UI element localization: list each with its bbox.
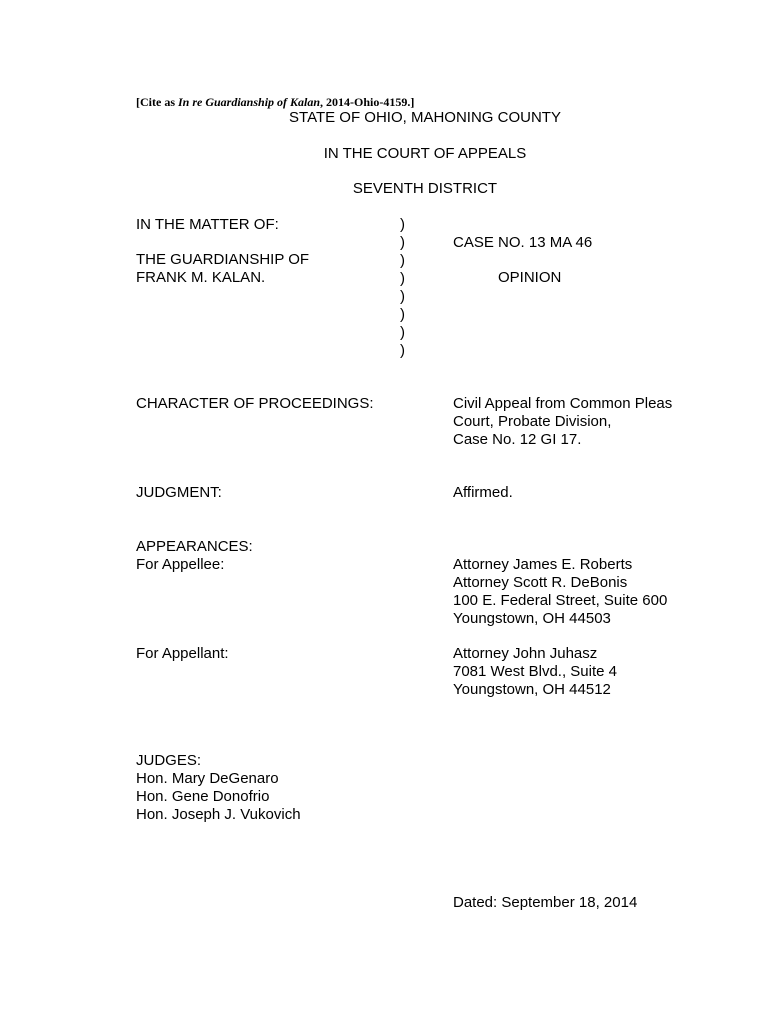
appellee-counsel-line: 100 E. Federal Street, Suite 600	[453, 592, 668, 609]
appellant-counsel-line: 7081 West Blvd., Suite 4	[453, 663, 617, 680]
proceedings-value	[453, 395, 672, 449]
paren: )	[400, 234, 405, 251]
document-type: OPINION	[498, 269, 562, 286]
citation-prefix: [Cite as	[136, 95, 178, 109]
dated-line: Dated: September 18, 2014	[453, 894, 638, 911]
party-line-1: THE GUARDIANSHIP OF	[136, 251, 310, 268]
judges-block	[136, 752, 301, 824]
proceedings-label: CHARACTER OF PROCEEDINGS:	[136, 395, 374, 412]
appellant-counsel	[453, 645, 617, 699]
paren: )	[400, 216, 405, 233]
paren: )	[400, 342, 405, 359]
court-heading: IN THE COURT OF APPEALS	[323, 145, 527, 162]
appellee-counsel-line: Attorney Scott R. DeBonis	[453, 574, 628, 591]
proceedings-line: Court, Probate Division,	[453, 413, 612, 430]
district-heading: SEVENTH DISTRICT	[352, 180, 498, 197]
paren: )	[400, 252, 405, 269]
matter-label: IN THE MATTER OF:	[136, 216, 279, 233]
proceedings-line: Case No. 12 GI 17.	[453, 431, 582, 448]
appearances-label: APPEARANCES:	[136, 538, 253, 555]
appellant-label: For Appellant:	[136, 645, 229, 662]
paren: )	[400, 288, 405, 305]
judge-name: Hon. Gene Donofrio	[136, 788, 270, 805]
party-line-2: FRANK M. KALAN.	[136, 269, 266, 286]
case-number: CASE NO. 13 MA 46	[453, 234, 593, 251]
paren: )	[400, 324, 405, 341]
caption-parens	[400, 216, 405, 360]
appellee-counsel-line: Attorney James E. Roberts	[453, 556, 633, 573]
appellee-label: For Appellee:	[136, 556, 225, 573]
judge-name: Hon. Mary DeGenaro	[136, 770, 279, 787]
state-county-heading: STATE OF OHIO, MAHONING COUNTY	[289, 109, 561, 126]
paren: )	[400, 306, 405, 323]
judge-name: Hon. Joseph J. Vukovich	[136, 806, 301, 823]
appellee-counsel	[453, 556, 667, 628]
appellant-counsel-line: Attorney John Juhasz	[453, 645, 598, 662]
citation-suffix: , 2014-Ohio-4159.]	[320, 95, 415, 109]
appellee-counsel-line: Youngstown, OH 44503	[453, 610, 611, 627]
judgment-label: JUDGMENT:	[136, 484, 222, 501]
judgment-value: Affirmed.	[453, 484, 513, 501]
appellant-counsel-line: Youngstown, OH 44512	[453, 681, 611, 698]
judges-label: JUDGES:	[136, 752, 202, 769]
paren: )	[400, 270, 405, 287]
proceedings-line: Civil Appeal from Common Pleas	[453, 395, 673, 412]
citation-case-name: In re Guardianship of Kalan	[178, 95, 321, 109]
